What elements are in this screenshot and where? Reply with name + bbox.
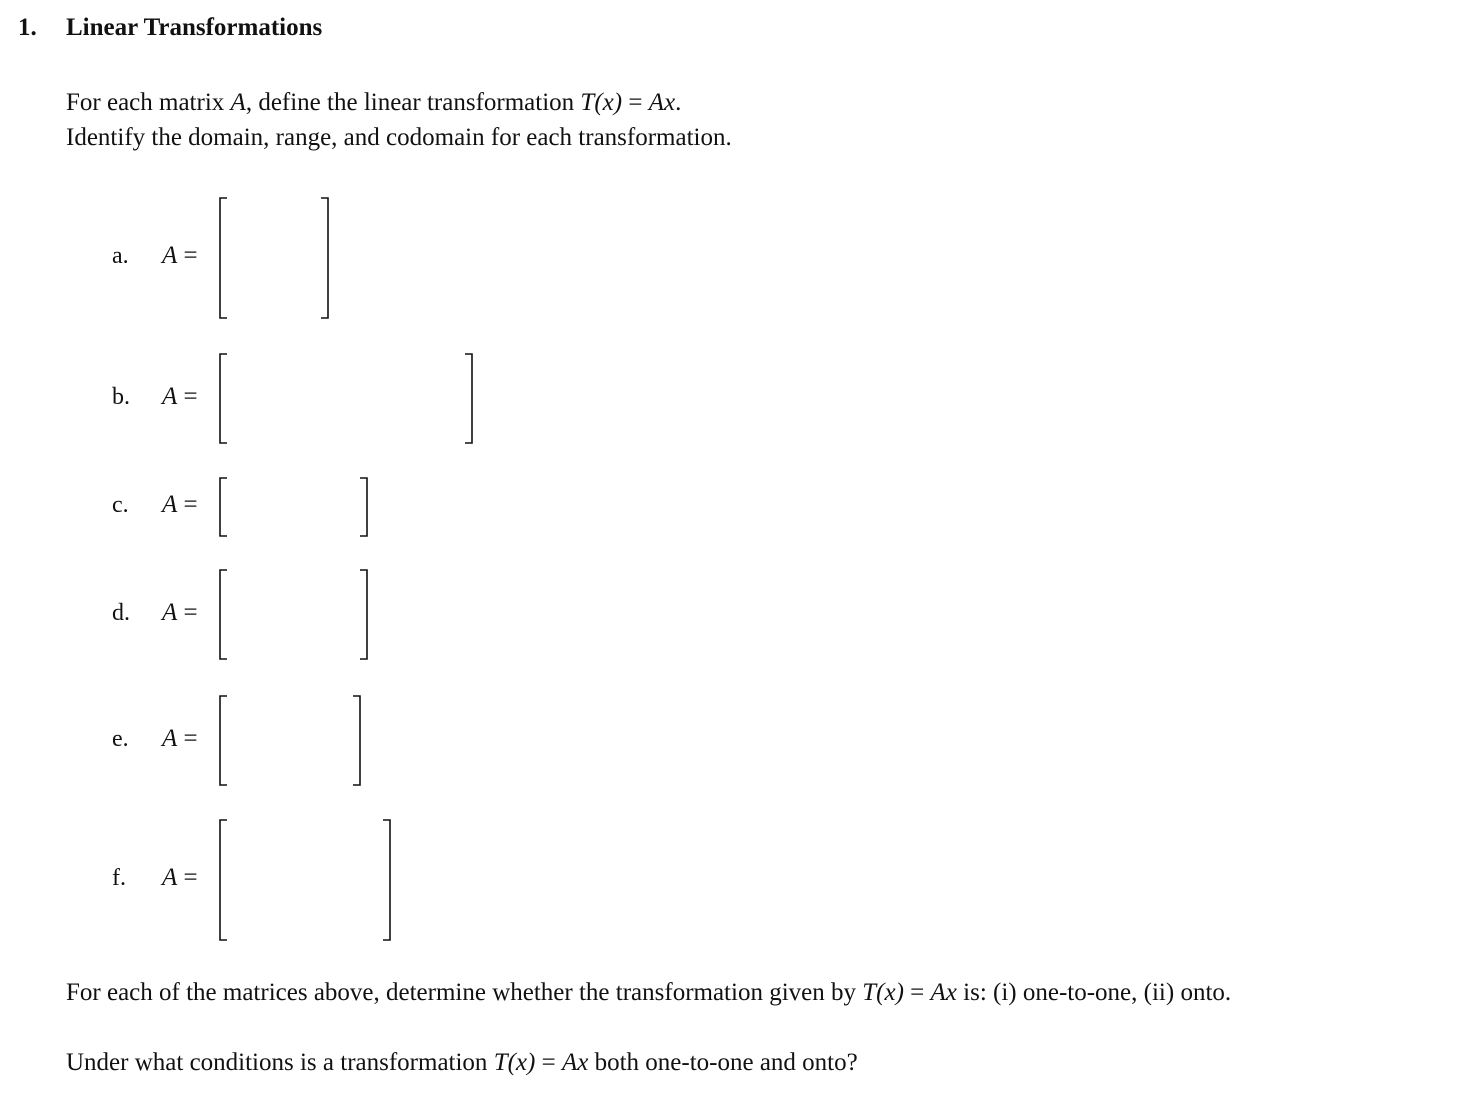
problem-label: b. <box>112 383 130 410</box>
math-Ax: Ax <box>930 979 957 1006</box>
math-A: A <box>162 242 178 269</box>
math-A: A <box>162 491 178 518</box>
left-bracket <box>220 478 227 536</box>
math-Tx: T(x) <box>862 979 904 1006</box>
intro-text: . <box>675 89 682 116</box>
question-conditions <box>66 1046 858 1080</box>
left-bracket <box>220 198 227 318</box>
section-heading <box>18 14 322 42</box>
math-A: A <box>162 382 178 410</box>
math-equals: = <box>177 864 198 891</box>
question-text: both one-to-one and onto? <box>588 1049 858 1076</box>
intro-text: For each matrix <box>66 89 231 116</box>
right-bracket <box>360 478 367 536</box>
math-Tx: T(x) <box>580 89 623 116</box>
question-text: For each of the matrices above, determine whether the transformation given by <box>66 979 863 1006</box>
problem-label: a. <box>112 243 129 269</box>
intro-line-1 <box>66 86 681 120</box>
right-bracket <box>353 696 360 785</box>
math-equals: = <box>535 1049 562 1076</box>
left-bracket <box>220 570 227 659</box>
section-title: Linear Transformations <box>66 14 323 41</box>
math-Tx: T(x) <box>493 1049 536 1076</box>
math-A: A <box>162 598 178 626</box>
problem-label: d. <box>112 599 130 626</box>
right-bracket <box>321 198 328 318</box>
intro-text: , define the linear transformation <box>245 89 581 116</box>
question-text: is: (i) one-to-one, (ii) onto. <box>956 979 1232 1006</box>
math-equals: = <box>903 979 931 1006</box>
right-bracket <box>465 354 472 443</box>
question-one-to-one-onto <box>66 976 1231 1010</box>
matrix-equation-lhs <box>162 491 198 519</box>
math-A: A <box>162 864 178 891</box>
intro-line-2: Identify the domain, range, and codomain for each transformation. <box>66 124 732 151</box>
math-equals: = <box>622 89 649 116</box>
matrix-equation-lhs <box>162 383 198 411</box>
problem-label: e. <box>112 725 129 752</box>
problem-label: f. <box>112 865 126 891</box>
math-A: A <box>162 724 178 752</box>
math-Ax: Ax <box>648 89 676 116</box>
math-equals: = <box>177 242 198 269</box>
math-equals: = <box>177 491 198 518</box>
matrix-equation-lhs <box>162 242 198 270</box>
right-bracket <box>360 570 367 659</box>
math-equals: = <box>177 724 198 752</box>
left-bracket <box>220 696 227 785</box>
matrix-equation-lhs <box>162 599 198 627</box>
question-text: Under what conditions is a transformation <box>66 1049 494 1076</box>
math-A: A <box>230 89 246 116</box>
matrix-equation-lhs <box>162 725 198 753</box>
math-equals: = <box>177 598 198 626</box>
math-Ax: Ax <box>561 1049 589 1076</box>
section-number: 1. <box>18 14 37 41</box>
left-bracket <box>220 820 227 940</box>
left-bracket <box>220 354 227 443</box>
problem-label: c. <box>112 492 129 518</box>
right-bracket <box>383 820 390 940</box>
matrix-equation-lhs <box>162 864 198 892</box>
math-equals: = <box>177 382 198 410</box>
